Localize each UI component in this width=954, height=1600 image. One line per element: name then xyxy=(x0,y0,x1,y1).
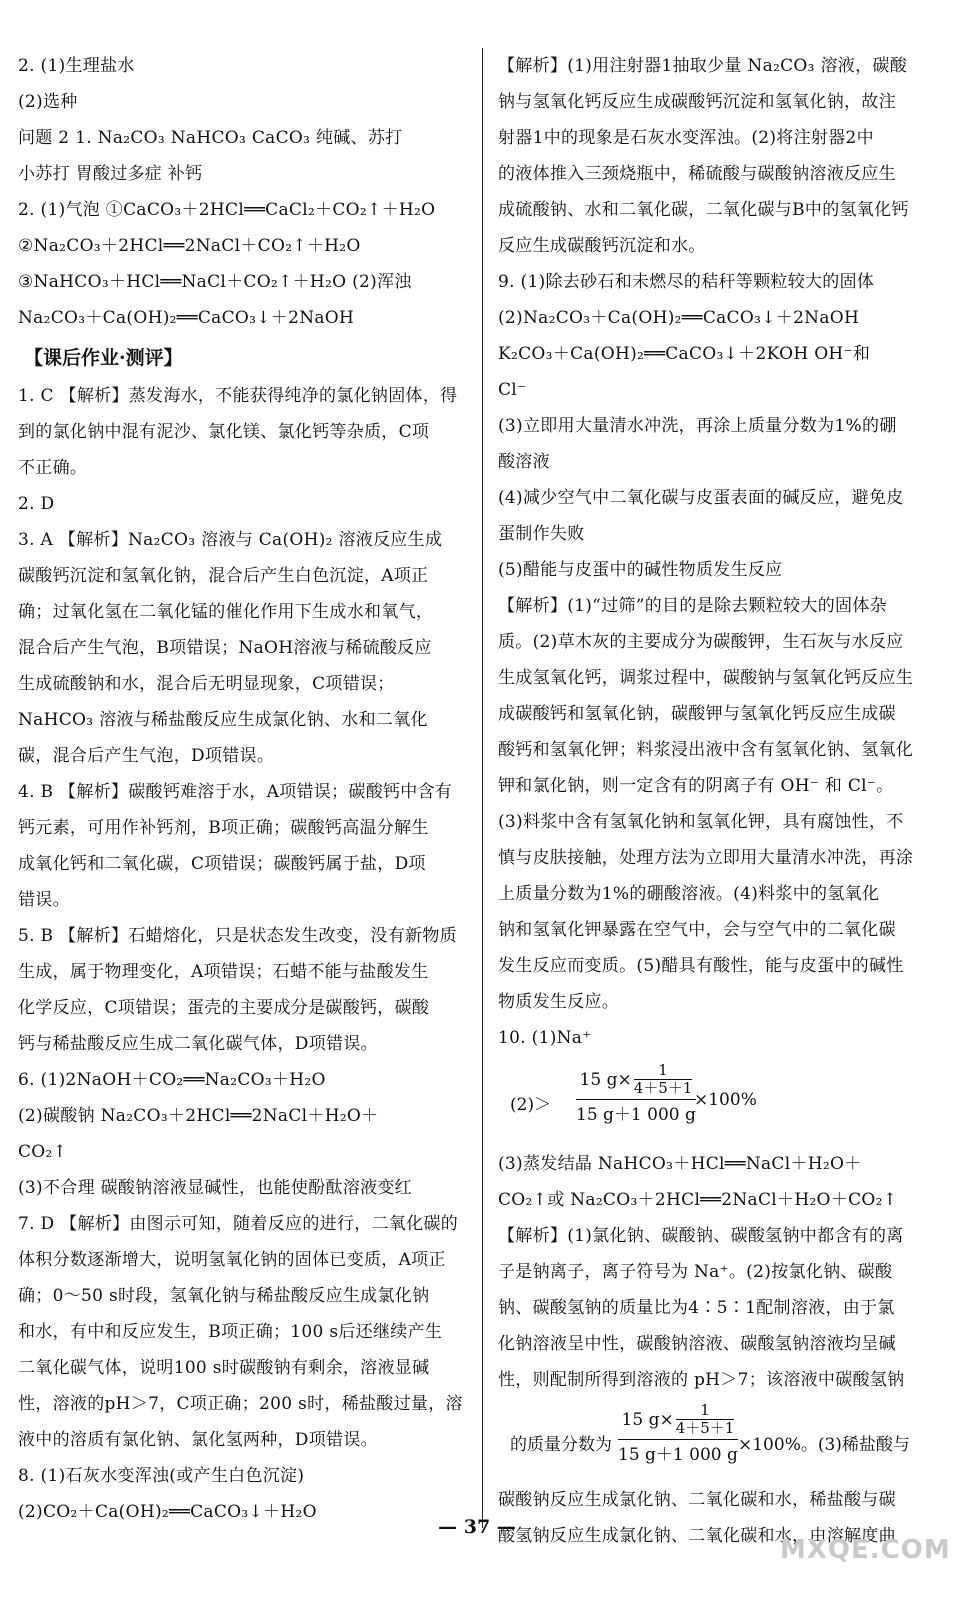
text-line: (3)不合理 碳酸钠溶液显碱性，也能使酚酞溶液变红 xyxy=(18,1178,412,1198)
text-line: (2)选种 xyxy=(18,92,78,112)
text-line: (3)料浆中含有氢氧化钠和氢氧化钾，具有腐蚀性，不 xyxy=(498,812,904,832)
inner-numerator: 1 xyxy=(700,1401,710,1419)
text-line: 液中的溶质有氯化钠、氯化氢两种，D项错误。 xyxy=(18,1430,378,1450)
text-line: 钠和氢氧化钾暴露在空气中，会与空气中的二氧化碳 xyxy=(498,920,896,940)
fraction-prefix: (2)＞ xyxy=(510,1095,552,1115)
text-line: 发生反应而变质。(5)醋具有酸性，能与皮蛋中的碱性 xyxy=(498,956,904,976)
text-line: 碳酸钠反应生成氯化钠、二氧化碳和水，稀盐酸与碳 xyxy=(498,1490,896,1510)
text-line: 钾和氯化钠，则一定含有的阴离子有 OH⁻ 和 Cl⁻。 xyxy=(498,776,894,796)
text-line: 蛋制作失败 xyxy=(498,524,585,544)
fraction-suffix: ×100% xyxy=(694,1090,757,1110)
text-line: 性，溶液的pH＞7，C项正确；200 s时，稀盐酸过量，溶 xyxy=(18,1394,463,1414)
text-line: 问题 2 1. Na₂CO₃ NaHCO₃ CaCO₃ 纯碱、苏打 xyxy=(18,128,403,148)
text-line: 6. (1)2NaOH＋CO₂══Na₂CO₃＋H₂O xyxy=(18,1070,326,1090)
text-line: 9. (1)除去砂石和未燃尽的秸秆等颗粒较大的固体 xyxy=(498,272,875,292)
text-line: 碳酸钙沉淀和氢氧化钠，混合后产生白色沉淀，A项正 xyxy=(18,566,429,586)
text-line: 物质发生反应。 xyxy=(498,992,620,1012)
denominator: 15 g＋1 000 g xyxy=(618,1445,738,1465)
text-line: 8. (1)石灰水变浑浊(或产生白色沉淀) xyxy=(18,1466,305,1486)
text-line: 5. B 【解析】石蜡熔化，只是状态发生改变，没有新物质 xyxy=(18,926,457,946)
text-line: 到的氯化钠中混有泥沙、氯化镁、氯化钙等杂质，C项 xyxy=(18,422,430,442)
text-line: 2. (1)生理盐水 xyxy=(18,56,135,76)
text-line: 小苏打 胃酸过多症 补钙 xyxy=(18,164,203,184)
text-line: 混合后产生气泡，B项错误；NaOH溶液与稀硫酸反应 xyxy=(18,638,432,658)
text-line: 质。(2)草木灰的主要成分为碳酸钾，生石灰与水反应 xyxy=(498,632,904,652)
text-line: 碳，混合后产生气泡，D项错误。 xyxy=(18,746,275,766)
left-answers-top xyxy=(18,48,466,336)
text-line: K₂CO₃＋Ca(OH)₂══CaCO₃↓＋2KOH OH⁻和 xyxy=(498,344,871,364)
text-line: 钙元素，可用作补钙剂，B项正确；碳酸钙高温分解生 xyxy=(18,818,429,838)
text-line: 10. (1)Na⁺ xyxy=(498,1028,592,1048)
text-line: 确；0～50 s时段，氢氧化钠与稀盐酸反应生成氯化钠 xyxy=(18,1286,430,1306)
text-line: 钙与稀盐酸反应生成二氧化碳气体，D项错误。 xyxy=(18,1034,378,1054)
text-line: 2. (1)气泡 ①CaCO₃＋2HCl══CaCl₂＋CO₂↑＋H₂O xyxy=(18,200,436,220)
text-line: 酸氢钠反应生成氯化钠、二氧化碳和水，由溶解度曲 xyxy=(498,1526,896,1546)
text-line: 上质量分数为1%的硼酸溶液。(4)料浆中的氢氧化 xyxy=(498,884,880,904)
text-line: 钠、碳酸氢钠的质量比为4∶5∶1配制溶液，由于氯 xyxy=(498,1298,895,1318)
text-line: 4. B 【解析】碳酸钙难溶于水，A项错误；碳酸钙中含有 xyxy=(18,782,453,802)
fraction-line-2 xyxy=(498,1398,938,1482)
text-line: 【解析】(1)氯化钠、碳酸钠、碳酸氢钠中都含有的离 xyxy=(498,1226,904,1246)
text-line: ②Na₂CO₃＋2HCl══2NaCl＋CO₂↑＋H₂O xyxy=(18,236,361,256)
text-line: 二氧化碳气体，说明100 s时碳酸钠有剩余，溶液显碱 xyxy=(18,1358,430,1378)
section-title: 【课后作业·测评】 xyxy=(24,347,183,369)
fraction-line-1 xyxy=(498,1056,938,1146)
text-line: 【解析】(1)“过筛”的目的是除去颗粒较大的固体杂 xyxy=(498,596,887,616)
text-line: 成氧化钙和二氧化碳，C项错误；碳酸钙属于盐，D项 xyxy=(18,854,426,874)
text-line: (2)碳酸钠 Na₂CO₃＋2HCl══2NaCl＋H₂O＋ xyxy=(18,1106,379,1126)
text-line: 生成氢氧化钙，调浆过程中，碳酸钠与氢氧化钙反应生 xyxy=(498,668,914,688)
numerator-mass: 15 g× xyxy=(579,1069,632,1090)
text-line: 射器1中的现象是石灰水变浑浊。(2)将注射器2中 xyxy=(498,128,874,148)
text-line: 3. A 【解析】Na₂CO₃ 溶液与 Ca(OH)₂ 溶液反应生成 xyxy=(18,530,443,550)
fraction-suffix: ×100%。(3)稀盐酸与 xyxy=(738,1435,910,1455)
text-line: 确；过氧化氢在二氧化锰的催化作用下生成水和氧气， xyxy=(18,602,434,622)
inner-denominator: 4＋5＋1 xyxy=(675,1419,735,1437)
denominator: 15 g＋1 000 g xyxy=(576,1105,696,1125)
text-line: ③NaHCO₃＋HCl══NaCl＋CO₂↑＋H₂O (2)浑浊 xyxy=(18,272,412,292)
text-line: 酸钙和氢氧化钾；料浆浸出液中含有氢氧化钠、氢氧化 xyxy=(498,740,914,760)
text-line: (3)蒸发结晶 NaHCO₃＋HCl══NaCl＋H₂O＋ xyxy=(498,1154,862,1174)
text-line: 生成，属于物理变化，A项错误；石蜡不能与盐酸发生 xyxy=(18,962,429,982)
left-column xyxy=(18,48,466,1530)
right-answers-top xyxy=(498,48,938,1056)
text-line: 反应生成碳酸钙沉淀和水。 xyxy=(498,236,706,256)
text-line: 成碳酸钙和氢氧化钠，碳酸钾与氢氧化钙反应生成碳 xyxy=(498,704,896,724)
page-number: — 37 — xyxy=(438,1516,516,1538)
text-line: 1. C 【解析】蒸发海水，不能获得纯净的氯化钠固体，得 xyxy=(18,386,458,406)
text-line: 和水，有中和反应发生，B项正确；100 s后还继续产生 xyxy=(18,1322,443,1342)
right-answers-middle xyxy=(498,1146,938,1398)
text-line: 7. D 【解析】由图示可知，随着反应的进行，二氧化碳的 xyxy=(18,1214,459,1234)
text-line: 生成硫酸钠和水，混合后无明显现象，C项错误； xyxy=(18,674,395,694)
text-line: (2)Na₂CO₃＋Ca(OH)₂══CaCO₃↓＋2NaOH xyxy=(498,308,860,328)
text-line: Cl⁻ xyxy=(498,380,527,400)
inner-numerator: 1 xyxy=(658,1061,668,1079)
text-line: (5)醋能与皮蛋中的碱性物质发生反应 xyxy=(498,560,783,580)
text-line: NaHCO₃ 溶液与稀盐酸反应生成氯化钠、水和二氧化 xyxy=(18,710,428,730)
text-line: 不正确。 xyxy=(18,458,88,478)
text-line: Na₂CO₃＋Ca(OH)₂══CaCO₃↓＋2NaOH xyxy=(18,308,355,328)
text-line: 子是钠离子，离子符号为 Na⁺。(2)按氯化钠、碳酸 xyxy=(498,1262,893,1282)
text-line: 错误。 xyxy=(18,890,70,910)
text-line: (2)CO₂＋Ca(OH)₂══CaCO₃↓＋H₂O xyxy=(18,1502,317,1522)
text-line: 慎与皮肤接触，处理方法为立即用大量清水冲洗，再涂 xyxy=(498,848,914,868)
numerator-mass: 15 g× xyxy=(621,1409,674,1430)
text-line: 化钠溶液呈中性，碳酸钠溶液、碳酸氢钠溶液均呈碱 xyxy=(498,1334,896,1354)
text-line: (4)减少空气中二氧化碳与皮蛋表面的碱反应，避免皮 xyxy=(498,488,904,508)
column-divider xyxy=(482,48,483,1528)
text-line: 体积分数逐渐增大，说明氢氧化钠的固体已变质，A项正 xyxy=(18,1250,446,1270)
text-line: (3)立即用大量清水冲洗，再涂上质量分数为1%的硼 xyxy=(498,416,897,436)
text-line: 酸溶液 xyxy=(498,452,550,472)
mass-fraction-formula xyxy=(618,1402,738,1465)
text-line: 2. D xyxy=(18,494,55,514)
watermark: MXQE.COM xyxy=(780,1535,951,1565)
text-line: CO₂↑或 Na₂CO₃＋2HCl══2NaCl＋H₂O＋CO₂↑ xyxy=(498,1190,898,1210)
left-answers-bottom xyxy=(18,378,466,1530)
mass-fraction-formula xyxy=(576,1062,696,1125)
inner-denominator: 4＋5＋1 xyxy=(633,1079,693,1097)
text-line: 性，则配制所得到溶液的 pH＞7；该溶液中碳酸氢钠 xyxy=(498,1370,905,1390)
text-line: 【解析】(1)用注射器1抽取少量 Na₂CO₃ 溶液，碳酸 xyxy=(498,56,907,76)
fraction-prefix: 的质量分数为 xyxy=(510,1435,612,1455)
text-line: CO₂↑ xyxy=(18,1142,68,1162)
text-line: 化学反应，C项错误；蛋壳的主要成分是碳酸钙，碳酸 xyxy=(18,998,430,1018)
text-line: 的液体推入三颈烧瓶中，稀硫酸与碳酸钠溶液反应生 xyxy=(498,164,896,184)
text-line: 成硫酸钠、水和二氧化碳，二氧化碳与B中的氢氧化钙 xyxy=(498,200,909,220)
text-line: 钠与氢氧化钙反应生成碳酸钙沉淀和氢氧化钠，故注 xyxy=(498,92,896,112)
right-column xyxy=(498,48,938,1554)
